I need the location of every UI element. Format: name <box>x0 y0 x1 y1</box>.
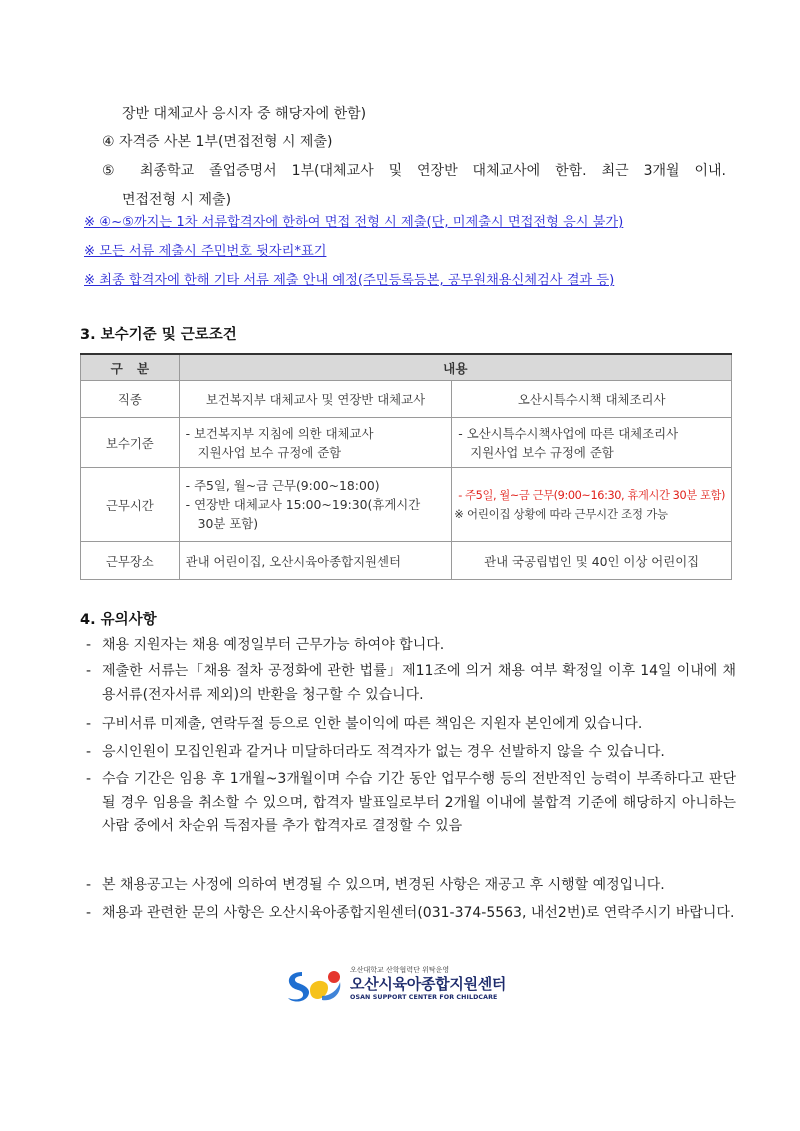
table-row-hours <box>81 468 732 542</box>
row-label-place: 근무장소 <box>81 542 180 580</box>
notice-text: 수습 기간은 임용 후 1개월~3개월이며 수습 기간 동안 업무수행 등의 전반적인 능력이 부족하다고 판단 될 경우 임용을 취소할 수 있으며, 합격자 발표일로부터 2개월 이내에 불합격 기준에 해당하지 아니하는 사람 중에서 차순위 득점자를 추가 합격자로 결정할 수 있음 <box>102 771 736 834</box>
pay-right-line-2: 지원사업 보수 규정에 준함 <box>470 444 614 460</box>
notice-item <box>86 874 736 898</box>
place-left: 관내 어린이집, 오산시육아종합지원센터 <box>179 542 452 580</box>
pay-left-line-2: 지원사업 보수 규정에 준함 <box>197 444 342 460</box>
pay-right <box>452 418 732 468</box>
notice-text: 채용 지원자는 채용 예정일부터 근무가능 하여야 합니다. <box>102 637 445 653</box>
notice-dash: - <box>86 744 92 760</box>
pay-left-line-1: - 보건복지부 지침에 의한 대체교사 <box>185 425 374 441</box>
notice-dash: - <box>86 716 92 732</box>
table-row-place <box>81 542 732 580</box>
row-label-hours: 근무시간 <box>81 468 180 542</box>
notice-dash: - <box>86 637 92 653</box>
notice-item <box>86 741 736 765</box>
notice-text: 구비서류 미제출, 연락두절 등으로 인한 불이익에 따른 책임은 지원자 본인에게 있습니다. <box>102 716 643 732</box>
notice-dash: - <box>86 905 92 921</box>
center-logo <box>282 966 522 1006</box>
notice-text: 본 채용공고는 사정에 의하여 변경될 수 있으며, 변경된 사항은 재공고 후 시행할 예정입니다. <box>102 877 665 893</box>
job-right: 오산시특수시책 대체조리사 <box>452 381 732 418</box>
section-3-title: 3. 보수기준 및 근로조건 <box>80 327 237 343</box>
notice-item <box>86 902 736 926</box>
job-left: 보건복지부 대체교사 및 연장반 대체교사 <box>179 381 452 418</box>
header-content: 내용 <box>179 354 731 381</box>
notice-item <box>86 768 736 839</box>
note-3: ※ 최종 합격자에 한해 기타 서류 제출 안내 예정(주민등록등본, 공무원채용신체검사 결과 등) <box>84 273 615 288</box>
notice-item <box>86 713 736 737</box>
notice-dash: - <box>86 771 92 787</box>
docs-list-line-1: 장반 대체교사 응시자 중 해당자에 한함) <box>122 106 367 122</box>
hours-right-note: ※ 어린이집 상황에 따라 근무시간 조정 가능 <box>454 506 668 521</box>
logo-org-text: 오산대학교 산학협력단 위탁운영 <box>350 966 450 974</box>
docs-list-line-3: ⑤ 최종학교 졸업증명서 1부(대체교사 및 연장반 대체교사에 한함. 최근 3개월 이내. <box>102 163 726 179</box>
childcare-center-logo-icon <box>282 966 350 1004</box>
hours-left-line-3: 30분 포함) <box>197 516 259 531</box>
note-2: ※ 모든 서류 제출시 주민번호 뒷자리*표기 <box>84 244 327 259</box>
logo-name-text: 오산시육아종합지원센터 <box>350 975 507 993</box>
hours-left-line-2: - 연장반 대체교사 15:00~19:30(휴게시간 <box>185 497 421 512</box>
row-label-pay: 보수기준 <box>81 418 180 468</box>
header-category: 구분 <box>81 354 180 381</box>
docs-list-line-2: ④ 자격증 사본 1부(면접전형 시 제출) <box>102 134 333 150</box>
hours-left <box>179 468 452 542</box>
note-1: ※ ④~⑤까지는 1차 서류합격자에 한하여 면접 전형 시 제출(단, 미제출시 면접전형 응시 불가) <box>84 215 624 230</box>
hours-left-line-1: - 주5일, 월~금 근무(9:00~18:00) <box>185 478 380 493</box>
hours-right-red: - 주5일, 월~금 근무(9:00~16:30, 휴게시간 30분 포함) <box>458 488 725 502</box>
notice-dash: - <box>86 877 92 893</box>
notice-item <box>86 634 736 658</box>
pay-right-line-1: - 오산시특수시책사업에 따른 대체조리사 <box>458 425 679 441</box>
notice-text: 응시인원이 모집인원과 같거나 미달하더라도 적격자가 없는 경우 선발하지 않을 수 있습니다. <box>102 744 665 760</box>
section-4-title: 4. 유의사항 <box>80 612 157 628</box>
pay-left <box>179 418 452 468</box>
table-row-job <box>81 381 732 418</box>
docs-list-line-4: 면접전형 시 제출) <box>122 192 232 208</box>
notice-dash: - <box>86 663 92 679</box>
notice-text: 제출한 서류는「채용 절차 공정화에 관한 법률」제11조에 의거 채용 여부 확정일 이후 14일 이내에 채용서류(전자서류 제외)의 반환을 청구할 수 있습니다. <box>102 663 736 703</box>
logo-english-text: OSAN SUPPORT CENTER FOR CHILDCARE <box>350 994 498 1001</box>
hours-right <box>452 468 732 542</box>
row-label-job: 직종 <box>81 381 180 418</box>
place-right: 관내 국공립법인 및 40인 이상 어린이집 <box>452 542 732 580</box>
pay-conditions-table <box>80 353 732 580</box>
notice-item <box>86 660 736 707</box>
notice-text: 채용과 관련한 문의 사항은 오산시육아종합지원센터(031-374-5563, 내선2번)로 연락주시기 바랍니다. <box>102 905 735 921</box>
table-header-row <box>81 354 732 381</box>
table-row-pay <box>81 418 732 468</box>
